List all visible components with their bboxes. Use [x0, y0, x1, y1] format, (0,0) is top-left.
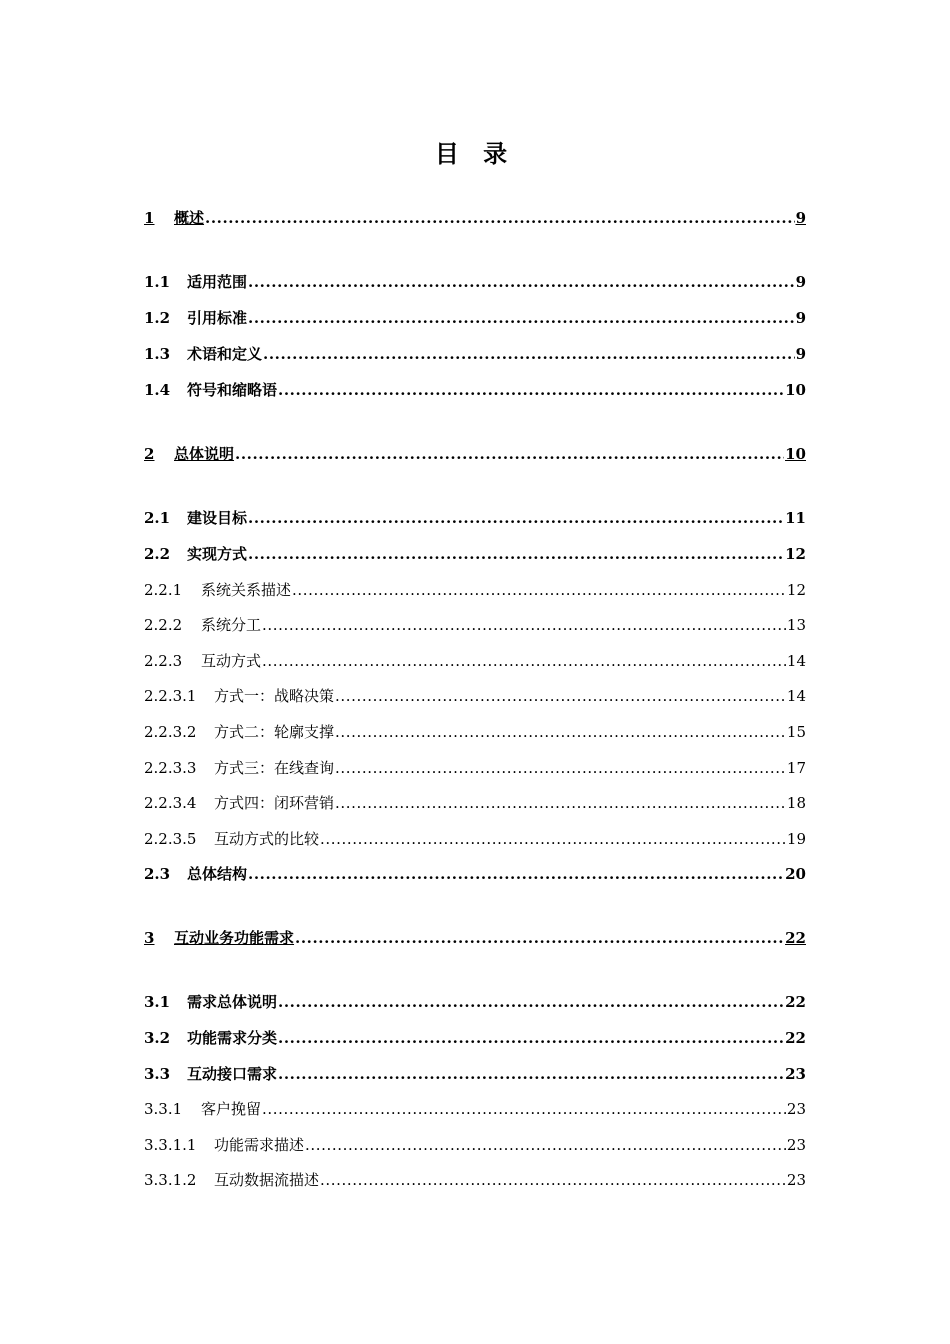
toc-entry-label: 功能需求描述 [214, 1136, 305, 1154]
toc-entry-label: 概述 [174, 209, 205, 227]
toc-entry-label: 互动业务功能需求 [174, 929, 295, 947]
toc-entry-label: 总体结构 [187, 865, 248, 883]
toc-entry-number: 3.1 [144, 993, 171, 1011]
toc-entry[interactable] [144, 268, 806, 292]
toc-entry-number: 1.2 [144, 309, 171, 327]
toc-entry-page: 9 [795, 209, 806, 227]
toc-entry-number: 1.3 [144, 345, 171, 363]
toc-entry[interactable] [144, 789, 806, 813]
toc-entry-number: 3 [144, 929, 155, 947]
toc-entry-page: 23 [786, 1100, 806, 1118]
toc-entry-label: 互动接口需求 [187, 1065, 278, 1083]
toc-entry-page: 14 [786, 652, 806, 670]
toc-dot-leader [278, 1064, 784, 1084]
toc-entry[interactable] [144, 860, 806, 884]
toc-entry-page: 20 [785, 865, 806, 883]
toc-entry[interactable] [144, 340, 806, 364]
toc-entry[interactable] [144, 376, 806, 400]
toc-entry-label: 建设目标 [187, 509, 248, 527]
toc-entry-label: 互动方式 [201, 652, 262, 670]
toc-entry[interactable] [144, 718, 806, 742]
toc-entry-label: 术语和定义 [187, 345, 263, 363]
toc-dot-leader [263, 344, 795, 364]
toc-entry[interactable] [144, 611, 806, 635]
toc-dot-leader [295, 928, 784, 948]
toc-entry-page: 12 [786, 581, 806, 599]
toc-dot-leader [292, 580, 786, 600]
toc-entry[interactable] [144, 540, 806, 564]
toc-entry-page: 15 [786, 723, 806, 741]
toc-dot-leader [305, 1135, 786, 1155]
toc-dot-leader [248, 544, 784, 564]
toc-entry-number: 3.3.1.1 [144, 1136, 197, 1154]
toc-entry-label: 方式三：在线查询 [214, 759, 335, 777]
toc-entry[interactable] [144, 1131, 806, 1155]
toc-entry-label: 方式一：战略决策 [214, 687, 335, 705]
toc-entry[interactable] [144, 647, 806, 671]
toc-entry-page: 17 [786, 759, 806, 777]
toc-entry-page: 9 [795, 309, 806, 327]
toc-entry[interactable] [144, 1166, 806, 1190]
toc-entry-number: 2.2 [144, 545, 171, 563]
toc-entry-label: 互动数据流描述 [214, 1171, 320, 1189]
toc-entry-page: 18 [786, 794, 806, 812]
toc-entry-number: 2 [144, 445, 155, 463]
toc-entry-page: 22 [785, 1029, 806, 1047]
toc-entry-number: 2.3 [144, 865, 171, 883]
toc-entry[interactable] [144, 754, 806, 778]
toc-dot-leader [335, 686, 786, 706]
toc-entry-page: 13 [786, 616, 806, 634]
toc-entry-number: 2.2.3.1 [144, 687, 197, 705]
toc-dot-leader [205, 208, 795, 228]
toc-dot-leader [262, 1099, 786, 1119]
toc-entry[interactable] [144, 1095, 806, 1119]
toc-entry-page: 10 [785, 445, 806, 463]
toc-entry-page: 23 [786, 1136, 806, 1154]
toc-dot-leader [235, 444, 784, 464]
toc-entry-label: 需求总体说明 [187, 993, 278, 1011]
toc-entry-page: 22 [785, 993, 806, 1011]
toc-entry[interactable] [144, 825, 806, 849]
toc-entry[interactable] [144, 304, 806, 328]
toc-entry[interactable] [144, 204, 806, 228]
toc-entry-page: 11 [785, 509, 806, 527]
toc-entry[interactable] [144, 504, 806, 528]
toc-dot-leader [335, 758, 786, 778]
toc-dot-leader [262, 615, 786, 635]
toc-entry-number: 2.2.3 [144, 652, 183, 670]
toc-entry[interactable] [144, 682, 806, 706]
toc-entry[interactable] [144, 1060, 806, 1084]
toc-entry-number: 2.2.1 [144, 581, 183, 599]
toc-entry[interactable] [144, 1024, 806, 1048]
toc-entry-page: 14 [786, 687, 806, 705]
toc-entry-number: 2.2.3.2 [144, 723, 197, 741]
toc-title: 目 录 [434, 140, 516, 168]
toc-dot-leader [262, 651, 786, 671]
toc-entry-number: 1.1 [144, 273, 171, 291]
toc-entry-label: 互动方式的比较 [214, 830, 320, 848]
toc-entry[interactable] [144, 988, 806, 1012]
toc-entry-label: 适用范围 [187, 273, 248, 291]
toc-entry-number: 1.4 [144, 381, 171, 399]
toc-dot-leader [335, 793, 786, 813]
toc-entry-label: 符号和缩略语 [187, 381, 278, 399]
toc-dot-leader [248, 272, 795, 292]
toc-entry-page: 22 [785, 929, 806, 947]
toc-entry-number: 2.2.2 [144, 616, 183, 634]
toc-entry-page: 10 [785, 381, 806, 399]
toc-entry-label: 引用标准 [187, 309, 248, 327]
toc-entry-number: 2.2.3.4 [144, 794, 197, 812]
toc-dot-leader [335, 722, 786, 742]
toc-entry-label: 功能需求分类 [187, 1029, 278, 1047]
toc-entry-label: 方式四：闭环营销 [214, 794, 335, 812]
toc-dot-leader [278, 1028, 784, 1048]
toc-entry-label: 方式二：轮廓支撑 [214, 723, 335, 741]
toc-entry-page: 9 [795, 345, 806, 363]
toc-dot-leader [248, 308, 795, 328]
toc-entry-number: 2.1 [144, 509, 171, 527]
toc-entry-page: 12 [785, 545, 806, 563]
toc-entry-page: 23 [786, 1171, 806, 1189]
toc-entry-page: 9 [795, 273, 806, 291]
toc-entry-number: 3.3.1.2 [144, 1171, 197, 1189]
toc-entry-label: 总体说明 [174, 445, 235, 463]
toc-entry-number: 3.3.1 [144, 1100, 183, 1118]
toc-entry-page: 23 [785, 1065, 806, 1083]
toc-dot-leader [278, 380, 784, 400]
toc-entry-page: 19 [786, 830, 806, 848]
toc-entry[interactable] [144, 440, 806, 464]
toc-entry-number: 3.2 [144, 1029, 171, 1047]
toc-dot-leader [278, 992, 784, 1012]
toc-dot-leader [320, 1170, 786, 1190]
toc-entry[interactable] [144, 576, 806, 600]
toc-entry-number: 2.2.3.5 [144, 830, 197, 848]
toc-entry-label: 系统分工 [201, 616, 262, 634]
toc-entry[interactable] [144, 924, 806, 948]
toc-entry-number: 2.2.3.3 [144, 759, 197, 777]
toc-dot-leader [320, 829, 786, 849]
toc-entry-number: 3.3 [144, 1065, 171, 1083]
toc-entry-label: 实现方式 [187, 545, 248, 563]
toc-dot-leader [248, 864, 784, 884]
toc-entry-label: 系统关系描述 [201, 581, 292, 599]
toc-dot-leader [248, 508, 784, 528]
toc-entry-number: 1 [144, 209, 155, 227]
toc-entry-label: 客户挽留 [201, 1100, 262, 1118]
